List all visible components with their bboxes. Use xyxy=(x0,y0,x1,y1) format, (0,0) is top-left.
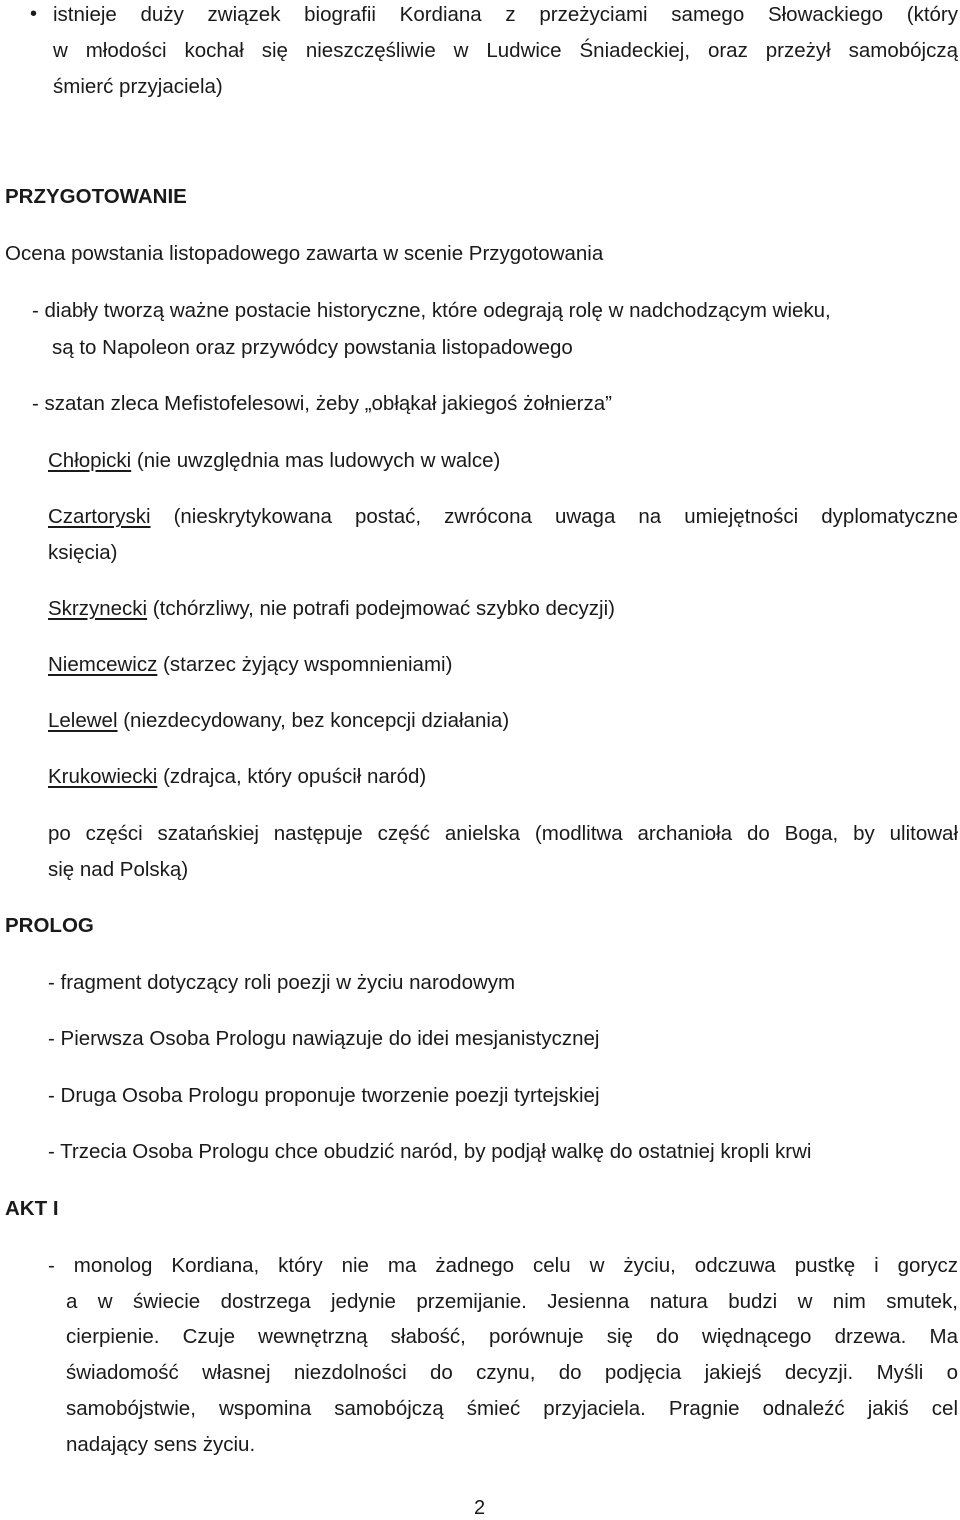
figure-name: Czartoryski xyxy=(48,505,151,528)
akt1-line-5: samobójstwie, wspomina samobójczą śmieć przyjaciela. Pragnie odnaleźć jakiś cel xyxy=(66,1397,958,1420)
intro-line-1: istnieje duży związek biografii Kordiana z przeżyciami samego Słowackiego (który xyxy=(53,3,958,26)
prolog-point-2: - Pierwsza Osoba Prologu nawiązuje do idei mesjanistycznej xyxy=(48,1027,600,1050)
akt1-line-2: a w świecie dostrzega jedynie przemijanie. Jesienna natura budzi w nim smutek, xyxy=(66,1290,958,1313)
intro-line-2: w młodości kochał się nieszczęśliwie w Ludwice Śniadeckiej, oraz przeżył samobójczą xyxy=(53,39,958,62)
figure-name: Chłopicki xyxy=(48,449,132,472)
akt1-line-1: - monolog Kordiana, który nie ma żadnego celu w życiu, odczuwa pustkę i gorycz xyxy=(48,1254,958,1277)
figure-czartoryski xyxy=(48,507,958,528)
point-szatan: - szatan zleca Mefistofelesowi, żeby „obłąkał jakiegoś żołnierza” xyxy=(32,392,612,415)
point-diably-line-1: - diabły tworzą ważne postacie historyczne, które odegrają rolę w nadchodzącym wieku, xyxy=(32,299,831,322)
section-heading-prolog: PROLOG xyxy=(5,914,94,937)
figure-desc: (nie uwzględnia mas ludowych w walce) xyxy=(131,449,501,472)
figure-niemcewicz xyxy=(48,655,452,676)
point-diably-line-2: są to Napoleon oraz przywódcy powstania listopadowego xyxy=(52,336,573,359)
figure-chlopicki xyxy=(48,451,500,472)
page-number: 2 xyxy=(474,1497,486,1519)
prolog-point-1: - fragment dotyczący roli poezji w życiu narodowym xyxy=(48,971,516,994)
figure-skrzynecki xyxy=(48,599,615,620)
figure-desc: (zdrajca, który opuścił naród) xyxy=(157,765,427,788)
subheading-ocena: Ocena powstania listopadowego zawarta w scenie Przygotowania xyxy=(5,242,604,265)
figure-desc: (starzec żyjący wspomnieniami) xyxy=(157,653,453,676)
bullet-icon: • xyxy=(30,3,38,25)
akt1-line-6: nadający sens życiu. xyxy=(66,1433,256,1456)
akt1-line-4: świadomość własnej niezdolności do czynu, do podjęcia jakiejś decyzji. Myśli o xyxy=(66,1361,958,1384)
figure-name: Skrzynecki xyxy=(48,597,148,620)
intro-line-3: śmierć przyjaciela) xyxy=(53,75,223,98)
section-heading-przygotowanie: PRZYGOTOWANIE xyxy=(5,185,187,208)
prolog-point-4: - Trzecia Osoba Prologu chce obudzić naród, by podjął walkę do ostatniej kropli krwi xyxy=(48,1140,812,1163)
figure-name: Niemcewicz xyxy=(48,653,158,676)
figure-desc: (tchórzliwy, nie potrafi podejmować szybko decyzji) xyxy=(147,597,615,620)
figure-lelewel xyxy=(48,711,509,732)
figure-desc: (niezdecydowany, bez koncepcji działania) xyxy=(117,709,510,732)
akt1-line-3: cierpienie. Czuje wewnętrzną słabość, porównuje się do więdnącego drzewa. Ma xyxy=(66,1325,958,1348)
figure-name: Lelewel xyxy=(48,709,118,732)
figure-czartoryski-line-2: księcia) xyxy=(48,541,118,564)
section-heading-akt-1: AKT I xyxy=(5,1197,59,1220)
figure-krukowiecki xyxy=(48,767,426,788)
figure-desc: (nieskrytykowana postać, zwrócona uwaga na umiejętności dyplomatyczne xyxy=(150,505,958,528)
angelic-line-2: się nad Polską) xyxy=(48,858,189,881)
figure-name: Krukowiecki xyxy=(48,765,158,788)
angelic-line-1: po części szatańskiej następuje część anielska (modlitwa archanioła do Boga, by ulitował xyxy=(48,822,958,845)
prolog-point-3: - Druga Osoba Prologu proponuje tworzenie poezji tyrtejskiej xyxy=(48,1084,600,1107)
